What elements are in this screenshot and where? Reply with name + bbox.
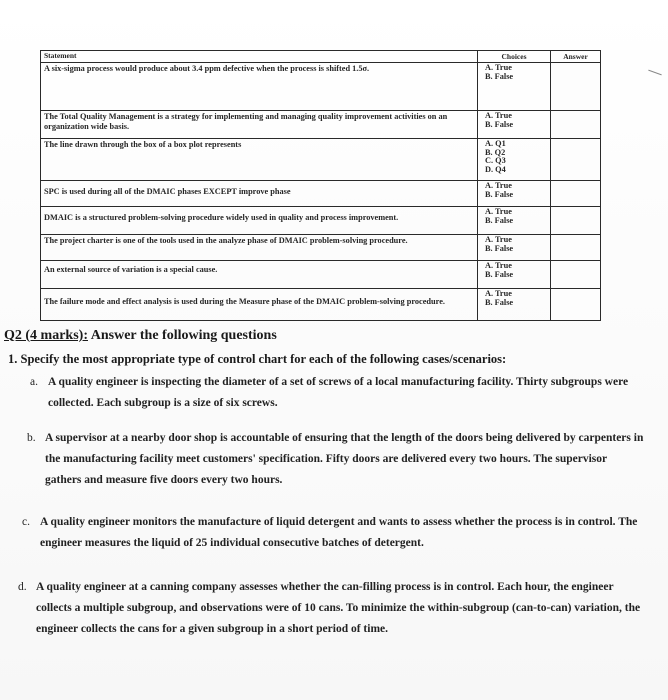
table-row xyxy=(41,111,601,139)
section-1-heading xyxy=(8,352,506,367)
choices-cell xyxy=(478,235,551,261)
table-row xyxy=(41,139,601,181)
scenario-item xyxy=(27,428,645,491)
choice-option: A. True xyxy=(485,181,512,191)
item-text: A quality engineer monitors the manufacture of liquid detergent and wants to assess whether the process is in control. The engineer measures the liquid of 25 individual consecutive batches of detergent. xyxy=(40,516,638,549)
answer-cell[interactable] xyxy=(551,289,601,321)
answer-cell[interactable] xyxy=(551,261,601,289)
item-label: d. xyxy=(18,581,27,593)
choice-option: B. False xyxy=(485,243,514,253)
choice-option: A. Q1 xyxy=(485,139,506,149)
choices-cell xyxy=(478,63,551,111)
answer-cell[interactable] xyxy=(551,139,601,181)
statement-cell: The line drawn through the box of a box plot represents xyxy=(41,139,478,181)
item-text: A supervisor at a nearby door shop is accountable of ensuring that the length of the doors being delivered by carpenters in the manufacturing facility meet customers' specification. Fifty doors are delivered every two hours. The supervisor gathers and measure five doors every two hours. xyxy=(45,432,644,486)
section-number: 1. xyxy=(8,352,18,366)
choice-option: B. False xyxy=(485,269,514,279)
table-row xyxy=(41,289,601,321)
table-header-row xyxy=(41,51,601,63)
choice-option: A. True xyxy=(485,261,512,271)
statement-cell: The project charter is one of the tools used in the analyze phase of DMAIC problem-solving procedure. xyxy=(41,235,478,261)
item-label: c. xyxy=(22,516,30,528)
choice-option: C. Q3 xyxy=(485,156,506,166)
question-2-subtitle: Answer the following questions xyxy=(90,328,277,343)
item-text: A quality engineer at a canning company assesses whether the can-filling process is in control. Each hour, the engineer collects a multiple subgroup, and observations were of 10 cans. To minimize the within-subgroup (can-to-can) variation, the engineer collects the cans for a given subgroup in a short period of time. xyxy=(36,581,641,635)
choices-cell xyxy=(478,181,551,207)
item-label: b. xyxy=(27,432,36,444)
choice-option: D. Q4 xyxy=(485,165,506,175)
answer-cell[interactable] xyxy=(551,181,601,207)
statement-cell: The Total Quality Management is a strategy for implementing and managing quality improvement activities on an organization wide basis. xyxy=(41,111,478,139)
choice-option: B. False xyxy=(485,297,514,307)
choice-option: A. True xyxy=(485,63,512,73)
answer-cell[interactable] xyxy=(551,63,601,111)
table-row xyxy=(41,207,601,235)
statement-cell: SPC is used during all of the DMAIC phases EXCEPT improve phase xyxy=(41,181,478,207)
statement-cell: The failure mode and effect analysis is used during the Measure phase of the DMAIC problem-solving procedure. xyxy=(41,289,478,321)
scenario-item xyxy=(30,372,644,414)
true-false-table xyxy=(40,50,601,321)
choices-cell xyxy=(478,111,551,139)
choice-option: B. False xyxy=(485,189,514,199)
table-row xyxy=(41,235,601,261)
answer-cell[interactable] xyxy=(551,207,601,235)
statement-cell: DMAIC is a structured problem-solving procedure widely used in quality and process improvement. xyxy=(41,207,478,235)
section-text: Specify the most appropriate type of control chart for each of the following cases/scenarios: xyxy=(20,352,507,366)
choice-option: A. True xyxy=(485,207,512,217)
table-row xyxy=(41,261,601,289)
choice-option: B. False xyxy=(485,119,514,129)
choices-cell xyxy=(478,207,551,235)
statement-cell: An external source of variation is a special cause. xyxy=(41,261,478,289)
item-text: A quality engineer is inspecting the diameter of a set of screws of a local manufacturing facility. Thirty subgroups were collected. Each subgroup is a size of six screws. xyxy=(48,376,629,409)
answer-cell[interactable] xyxy=(551,235,601,261)
scenario-item xyxy=(22,512,646,554)
question-2-heading xyxy=(4,328,277,344)
answer-cell[interactable] xyxy=(551,111,601,139)
choice-option: B. False xyxy=(485,215,514,225)
choices-cell xyxy=(478,261,551,289)
choice-option: A. True xyxy=(485,235,512,245)
table-row xyxy=(41,63,601,111)
scenario-item xyxy=(18,577,646,640)
choice-option: A. True xyxy=(485,289,512,299)
header-choices: Choices xyxy=(478,51,551,63)
choices-cell xyxy=(478,139,551,181)
choice-option: A. True xyxy=(485,111,512,121)
choice-option: B. False xyxy=(485,71,514,81)
table-row xyxy=(41,181,601,207)
choices-cell xyxy=(478,289,551,321)
statement-cell: A six-sigma process would produce about 3.4 ppm defective when the process is shifted 1.5σ. xyxy=(41,63,478,111)
choice-option: B. Q2 xyxy=(485,147,506,157)
header-statement: Statement xyxy=(41,51,478,63)
item-label: a. xyxy=(30,376,38,388)
margin-mark xyxy=(648,70,661,76)
header-answer: Answer xyxy=(551,51,601,63)
question-2-title: Q2 (4 marks): xyxy=(4,328,88,343)
